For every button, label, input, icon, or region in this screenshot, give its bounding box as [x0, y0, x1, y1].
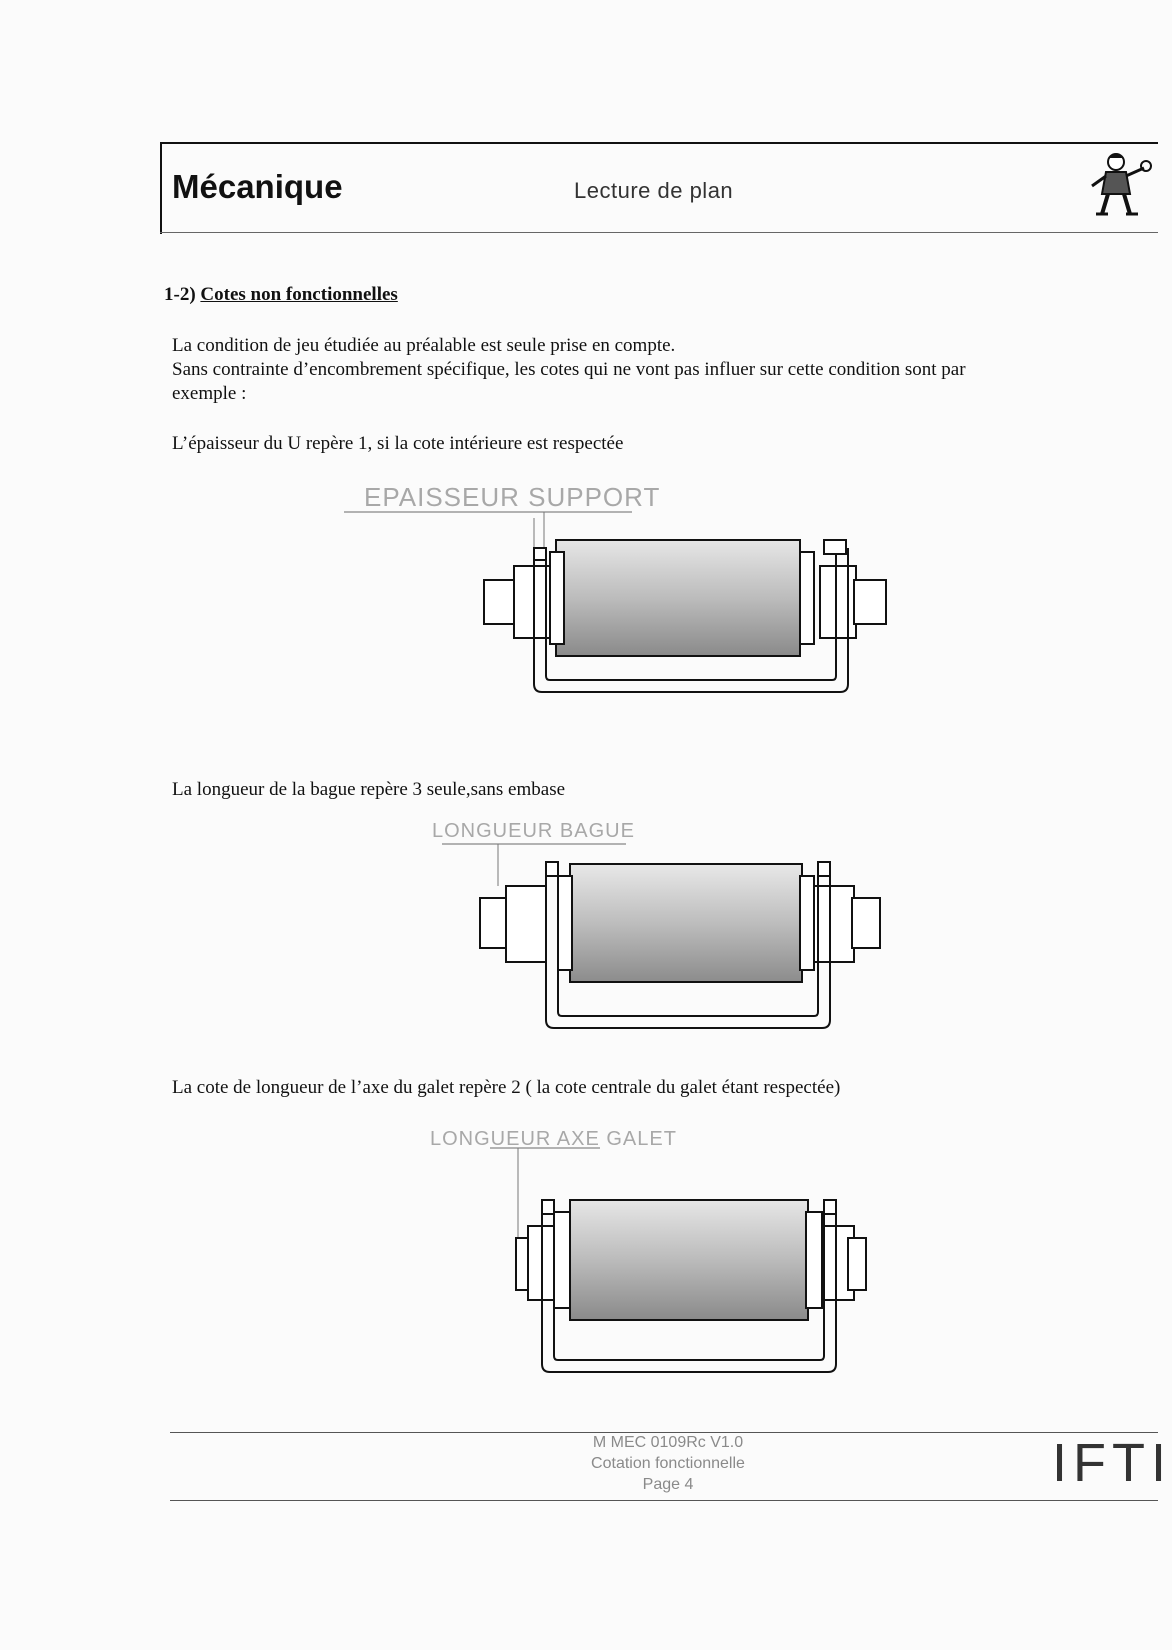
header-top-rule — [160, 142, 1158, 144]
header-bottom-rule — [160, 232, 1158, 233]
mechanic-mascot-icon — [1086, 150, 1156, 220]
section-number: 1-2) — [164, 284, 196, 305]
page-title: Mécanique — [172, 168, 343, 205]
figure-2-roller-drawing — [476, 846, 916, 1036]
footer-page-number: Page 4 — [642, 1476, 694, 1493]
footer-doc-code: M MEC 0109Rc V1.0 — [592, 1434, 744, 1451]
footer-doc-title: Cotation fonctionnelle — [591, 1455, 745, 1472]
figure-1-dimension-label: EPAISSEUR SUPPORT — [364, 482, 661, 512]
section-title: Cotes non fonctionnelles — [200, 284, 398, 305]
figure-2-dimension-label: LONGUEUR BAGUE — [432, 820, 635, 842]
figure-1-roller-drawing — [480, 508, 920, 698]
intro-line-1: La condition de jeu étudiée au préalable est seule prise en compte. — [172, 335, 676, 356]
intro-line-2: Sans contrainte d’encombrement spécifique, les cotes qui ne vont pas influer sur cette condition sont par — [172, 359, 966, 380]
figure-3-caption: La cote de longueur de l’axe du galet repère 2 ( la cote centrale du galet étant respectée) — [172, 1077, 841, 1098]
figure-3-roller-drawing — [500, 1150, 900, 1380]
footer-bottom-rule — [170, 1500, 1158, 1501]
header-left-rule — [160, 142, 162, 234]
ifti-logo: IFTI — [1052, 1433, 1172, 1493]
footer-top-rule — [170, 1432, 1158, 1433]
page-subtitle: Lecture de plan — [574, 178, 734, 203]
figure-1-caption: L’épaisseur du U repère 1, si la cote intérieure est respectée — [172, 433, 624, 454]
section-heading — [164, 284, 398, 306]
intro-line-3: exemple : — [172, 383, 247, 404]
figure-2-caption: La longueur de la bague repère 3 seule,sans embase — [172, 779, 566, 800]
figure-3-dimension-label: LONGUEUR AXE GALET — [430, 1128, 677, 1150]
